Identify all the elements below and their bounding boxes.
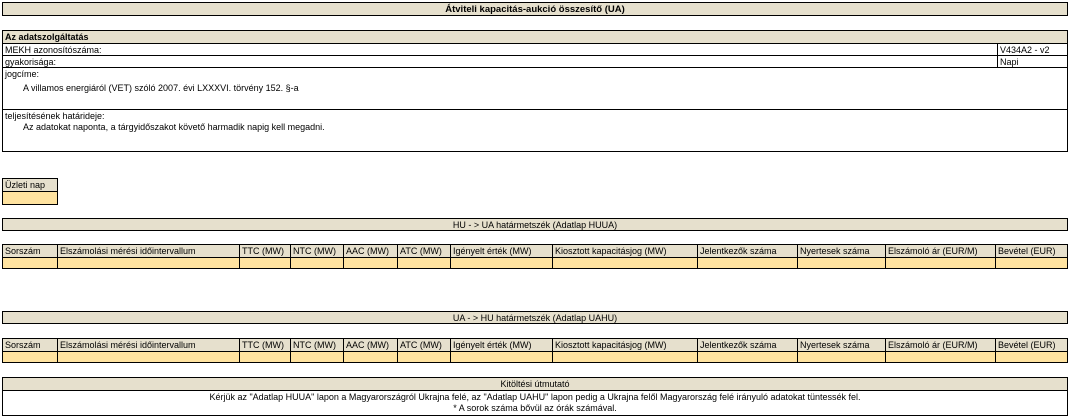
table-input-cell[interactable] [291, 258, 344, 268]
deadline-value: Az adatokat naponta, a tárgyidőszakot követő harmadik napig kell megadni. [23, 122, 325, 132]
table-input-cell[interactable] [398, 352, 451, 362]
instructions-line-2: * A sorok száma bővül az órák számával. [453, 403, 617, 413]
table-input-cell[interactable] [798, 352, 886, 362]
column-header: NTC (MW) [291, 245, 344, 258]
mekh-value: V434A2 - v2 [997, 44, 1067, 55]
page-title-text: Átviteli kapacitás-aukció összesítő (UA) [445, 3, 625, 15]
table-input-cell[interactable] [698, 258, 798, 268]
table-input-cell[interactable] [3, 352, 58, 362]
table-input-cell[interactable] [996, 258, 1067, 268]
column-header: Nyertesek száma [798, 245, 886, 258]
column-header: Bevétel (EUR) [996, 245, 1067, 258]
column-header: Elszámolási mérési időintervallum [58, 339, 240, 352]
instructions-line-1: Kérjük az "Adatlap HUUA" lapon a Magyarországról Ukrajna felé, az "Adatlap UAHU" lapon pedig a Ukrajna felől Magyarország felé irányuló adatokat tüntessék fel. [209, 392, 861, 402]
section-huua-title-text: HU - > UA határmetszék (Adatlap HUUA) [452, 219, 618, 230]
business-day-input[interactable] [3, 192, 57, 204]
column-header: Jelentkezők száma [698, 245, 798, 258]
table-input-cell[interactable] [58, 352, 240, 362]
huua-table [2, 244, 1068, 269]
column-header: ATC (MW) [398, 245, 451, 258]
business-day-block [2, 178, 58, 205]
column-header: Nyertesek száma [798, 339, 886, 352]
service-header [3, 31, 1067, 44]
column-header: Sorszám [3, 339, 58, 352]
column-header: Elszámoló ár (EUR/M) [886, 339, 996, 352]
column-header: NTC (MW) [291, 339, 344, 352]
column-header: TTC (MW) [240, 339, 291, 352]
legal-basis-value: A villamos energiáról (VET) szóló 2007. évi LXXXVI. törvény 152. §-a [23, 83, 299, 93]
column-header: AAC (MW) [344, 245, 398, 258]
table-input-cell[interactable] [240, 258, 291, 268]
instructions-box [2, 377, 1068, 416]
service-header-text: Az adatszolgáltatás [5, 32, 89, 42]
instructions-title: Kitöltési útmutató [3, 378, 1067, 391]
table-input-cell[interactable] [553, 352, 698, 362]
table-input-cell[interactable] [886, 352, 996, 362]
column-header: Elszámoló ár (EUR/M) [886, 245, 996, 258]
table-input-cell[interactable] [240, 352, 291, 362]
table-input-cell[interactable] [344, 352, 398, 362]
column-header: ATC (MW) [398, 339, 451, 352]
deadline-label: teljesítésének határideje: [5, 111, 105, 121]
table-input-cell[interactable] [58, 258, 240, 268]
deadline-row [3, 110, 1067, 150]
mekh-row [3, 44, 1067, 56]
frequency-row [3, 56, 1067, 68]
column-header: Kiosztott kapacitásjog (MW) [553, 339, 698, 352]
page-title [2, 2, 1068, 16]
mekh-label: MEKH azonosítószáma: [5, 45, 102, 55]
section-huua-title [2, 218, 1068, 231]
legal-basis-row [3, 68, 1067, 110]
column-header: Elszámolási mérési időintervallum [58, 245, 240, 258]
table-input-cell[interactable] [698, 352, 798, 362]
legal-basis-label: jogcíme: [5, 69, 40, 79]
column-header: Jelentkezők száma [698, 339, 798, 352]
service-info-box [2, 30, 1068, 152]
table-input-cell[interactable] [451, 258, 553, 268]
uahu-table [2, 338, 1068, 363]
table-input-cell[interactable] [996, 352, 1067, 362]
column-header: Igényelt érték (MW) [451, 245, 553, 258]
section-uahu-title-text: UA - > HU határmetszék (Adatlap UAHU) [452, 312, 618, 323]
section-uahu-title [2, 311, 1068, 324]
column-header: Sorszám [3, 245, 58, 258]
table-input-cell[interactable] [886, 258, 996, 268]
table-input-cell[interactable] [3, 258, 58, 268]
table-input-cell[interactable] [553, 258, 698, 268]
table-input-cell[interactable] [398, 258, 451, 268]
column-header: Bevétel (EUR) [996, 339, 1067, 352]
frequency-value: Napi [997, 56, 1067, 67]
column-header: TTC (MW) [240, 245, 291, 258]
table-input-cell[interactable] [344, 258, 398, 268]
column-header: Igényelt érték (MW) [451, 339, 553, 352]
frequency-label: gyakorisága: [5, 57, 57, 67]
column-header: Kiosztott kapacitásjog (MW) [553, 245, 698, 258]
business-day-label: Üzleti nap [3, 179, 57, 192]
table-input-cell[interactable] [451, 352, 553, 362]
table-input-cell[interactable] [798, 258, 886, 268]
table-input-cell[interactable] [291, 352, 344, 362]
column-header: AAC (MW) [344, 339, 398, 352]
